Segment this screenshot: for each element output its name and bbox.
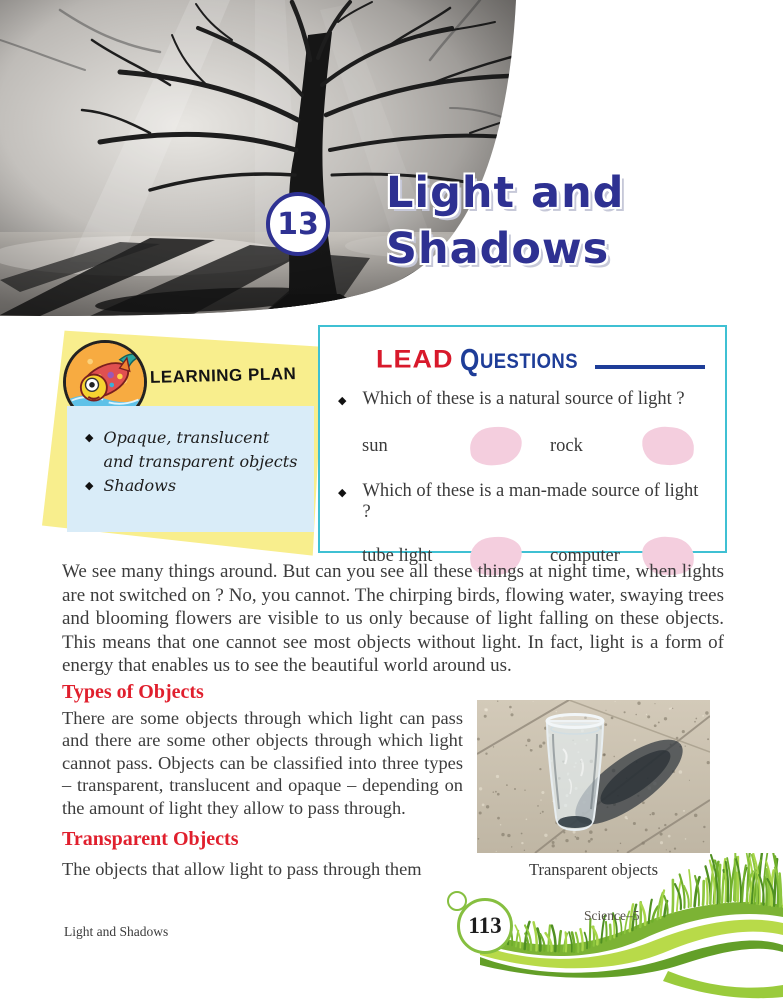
answer-blob[interactable] [640, 425, 695, 467]
questions-logo-text: UESTIONS [479, 350, 578, 373]
option-label: computer [550, 545, 620, 566]
chapter-title [386, 165, 706, 277]
learning-plan-item-label: Opaque, translucent and transparent objects [103, 428, 298, 471]
types-paragraph: There are some objects through which light can pass and there are some other objects through which light cannot pass. Objects can be classified into three types – transparent, translucent and opaque – depending on the amount of light they allow to pass through. [62, 708, 463, 818]
page-number-badge [457, 898, 513, 954]
learning-plan-box [67, 406, 314, 532]
diamond-bullet-icon: ◆ [338, 395, 347, 407]
diamond-bullet-icon: ◆ [85, 431, 94, 444]
learning-plan-item [85, 474, 304, 498]
question-text: ◆ Which of these is a natural source of light ? [338, 389, 705, 413]
figure-caption: Transparent objects [528, 860, 659, 879]
learning-plan-item [85, 426, 304, 474]
answer-blob[interactable] [468, 424, 524, 467]
lead-questions-logo [376, 341, 705, 377]
chapter-title-line1: Light and [386, 168, 625, 218]
learning-plan-title: LEARNING PLAN [149, 364, 297, 387]
questions-logo-initial: Q [459, 342, 479, 377]
transparent-paragraph: The objects that allow light to pass through them [62, 859, 422, 880]
lead-logo-text: LEAD [376, 345, 454, 373]
learning-plan-item-label: Shadows [103, 476, 177, 495]
section-heading-transparent-objects: Transparent Objects [62, 828, 239, 851]
lead-questions-box [318, 325, 727, 566]
chapter-number-badge [266, 192, 330, 256]
page-number: 113 [468, 913, 502, 938]
chapter-number: 13 [277, 206, 319, 242]
footer-book-name: Science–5 [584, 908, 640, 923]
intro-paragraph: We see many things around. But can you see all these things at night time, when lights are not switched on ? No, you cannot. The chirping birds, flowing water, swaying trees and blooming flowers are visible to us only because of light falling on these objects. This means that one cannot see most objects without light. In fact, light is a form of energy that enables us to see the beautiful world around us. [62, 561, 724, 676]
question-text: ◆ Which of these is a man-made source of light ? [338, 481, 699, 522]
chapter-title-line2: Shadows [386, 224, 610, 274]
glass-of-water-photo [477, 700, 710, 853]
section-heading-types-of-objects: Types of Objects [62, 681, 204, 703]
question-options-row [362, 427, 705, 465]
left-column [62, 707, 463, 880]
diamond-bullet-icon: ◆ [338, 487, 347, 499]
option-label: sun [362, 435, 388, 456]
option-label: tube light [362, 545, 433, 566]
footer-chapter-name: Light and Shadows [64, 924, 169, 939]
logo-underline [595, 365, 705, 369]
option-label: rock [550, 435, 583, 456]
diamond-bullet-icon: ◆ [85, 479, 94, 492]
